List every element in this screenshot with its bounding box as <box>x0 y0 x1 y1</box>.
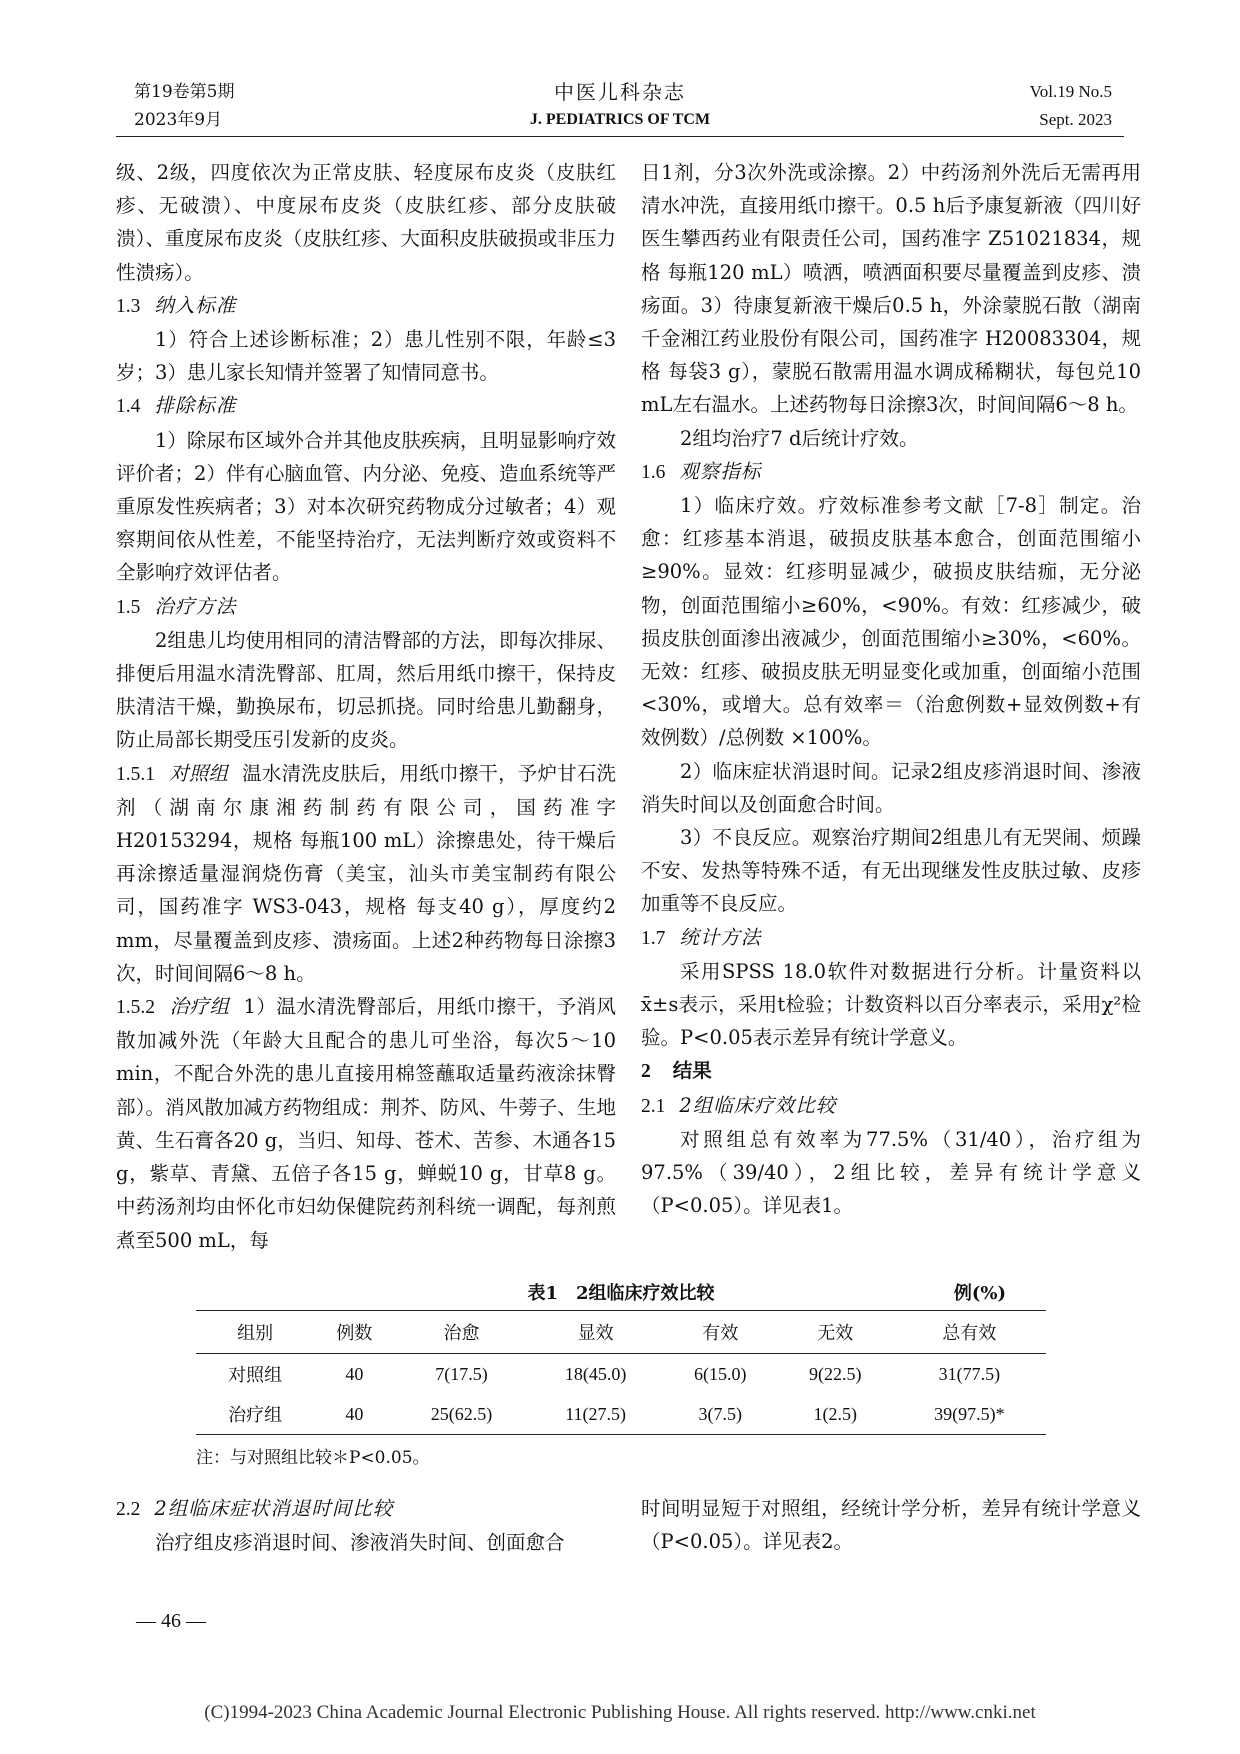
paragraph: 3）不良反应。观察治疗期间2组患儿有无哭闹、烦躁不安、发热等特殊不适，有无出现继发性皮肤过敏、皮疹加重等不良反应。 <box>641 826 1141 916</box>
section-number: 1.6 <box>641 461 666 483</box>
table-cell: 对照组 <box>228 1365 283 1385</box>
paragraph: 对照组总有效率为77.5%（31/40），治疗组为97.5%（39/40），2组比较，差异有统计学意义（P<0.05）。详见表1。 <box>641 1127 1141 1218</box>
section-heading-1-5 <box>116 590 616 624</box>
header-date-cn: 2023年9月 <box>134 110 223 130</box>
column-header: 无效 <box>817 1323 854 1343</box>
section-number: 1.5.2 <box>116 997 155 1019</box>
table-cell: 40 <box>345 1403 364 1424</box>
column-header: 治愈 <box>443 1323 480 1343</box>
section-number: 1.5 <box>116 596 141 618</box>
table-cell: 7(17.5) <box>435 1363 488 1384</box>
column-header: 总有效 <box>942 1323 997 1343</box>
subsection-1-5-1 <box>116 757 616 990</box>
column-header: 组别 <box>237 1323 274 1343</box>
header-right <box>1030 78 1112 134</box>
section-number: 1.7 <box>641 927 666 949</box>
section-heading-2-2 <box>116 1492 616 1526</box>
table-row <box>196 1354 1046 1395</box>
table-cell: 11(27.5) <box>565 1403 627 1424</box>
section-number: 1.5.1 <box>116 763 155 785</box>
column-header: 例数 <box>336 1323 373 1343</box>
section-title: 纳入标准 <box>154 293 237 317</box>
section-heading-1-4 <box>116 389 616 423</box>
header-volume-en: Vol.19 No.5 <box>1029 82 1112 101</box>
section-title: 2组临床症状消退时间比较 <box>154 1497 394 1520</box>
table-note: 注：与对照组比较＊P<0.05。 <box>196 1448 430 1468</box>
subsection-1-5-2 <box>116 990 616 1257</box>
section-heading-2-1 <box>641 1089 1141 1123</box>
section-title: 结果 <box>672 1059 712 1083</box>
table-cell: 39(97.5)* <box>934 1403 1005 1424</box>
table-title <box>196 1278 1046 1310</box>
paragraph: 日1剂，分3次外洗或涂擦。2）中药汤剂外洗后无需再用清水冲洗，直接用纸巾擦干。0.5 h后予康复新液（四川好医生攀西药业有限责任公司，国药准字 Z51021834，规格 每瓶120 mL）喷洒，喷洒面积要尽量覆盖到皮疹、溃疡面。3）待康复新液干燥后0.5 h，外涂蒙脱石散（湖南千金湘江药业股份有限公司，国药准字 H20083304，规格 每袋3 g），蒙脱石散需用温水调成稀糊状，每包兑10 mL左右温水。上述药物每日涂擦3次，时间间隔6～8 h。 <box>641 161 1141 417</box>
section-heading-1-7 <box>641 921 1141 955</box>
table-cell: 1(2.5) <box>813 1403 858 1424</box>
journal-title-en: J. PEDIATRICS OF TCM <box>529 111 711 128</box>
section-title: 2组临床疗效比较 <box>679 1093 837 1117</box>
column-header: 显效 <box>577 1323 614 1343</box>
paragraph: 1）符合上述诊断标准；2）患儿性别不限，年龄≤3岁；3）患儿家长知情并签署了知情同意书。 <box>116 328 616 385</box>
section-title: 对照组 <box>169 761 229 785</box>
paragraph: 温水清洗皮肤后，用纸巾擦干，予炉甘石洗剂（湖南尔康湘药制药有限公司，国药准字H20153294，规格 每瓶100 mL）涂擦患处，待干燥后再涂擦适量湿润烧伤膏（美宝，汕头市美宝制药有限公司，国药准字 WS3-043，规格 每支40 g），厚度约2 mm，尽量覆盖到皮疹、溃疡面。上述2种药物每日涂擦3次，时间间隔6～8 h。 <box>116 761 616 985</box>
table-cell: 6(15.0) <box>693 1363 747 1384</box>
column-header: 有效 <box>702 1323 739 1343</box>
table-cell: 18(45.0) <box>564 1363 627 1384</box>
paragraph: 采用SPSS 18.0软件对数据进行分析。计量资料以x̄±s表示，采用t检验；计数资料以百分率表示，采用χ²检验。P<0.05表示差异有统计学意义。 <box>641 959 1141 1050</box>
section-title: 治疗方法 <box>154 594 237 618</box>
journal-title-cn: 中医儿科杂志 <box>554 80 686 104</box>
paragraph: 2组患儿均使用相同的清洁臀部的方法，即每次排尿、排便后用温水清洗臀部、肛周，然后用纸巾擦干，保持皮肤清洁干燥，勤换尿布，切忌抓挠。同时给患儿勤翻身，防止局部长期受压引发新的皮炎。 <box>116 628 616 752</box>
paragraph: 级、2级，四度依次为正常皮肤、轻度尿布皮炎（皮肤红疹、无破溃）、中度尿布皮炎（皮肤红疹、部分皮肤破溃）、重度尿布皮炎（皮肤红疹、大面积皮肤破损或非压力性溃疡）。 <box>116 161 616 284</box>
table-cell: 31(77.5) <box>938 1363 1001 1384</box>
section-number: 2 <box>641 1061 651 1083</box>
paragraph: 治疗组皮疹消退时间、渗液消失时间、创面愈合 <box>155 1531 565 1555</box>
paragraph: 1）温水清洗臀部后，用纸巾擦干，予消风散加减外洗（年龄大且配合的患儿可坐浴，每次5～10 min，不配合外洗的患儿直接用棉签蘸取适量药液涂抹臀部）。消风散加减方药物组成：荆芥、防风、牛蒡子、生地黄、生石膏各20 g，当归、知母、苍术、苦参、木通各15 g，紫草、青黛、五倍子各15 g，蝉蜕10 g，甘草8 g。中药汤剂均由怀化市妇幼保健院药剂科统一调配，每剂煎煮至500 mL，每 <box>116 995 616 1252</box>
page-number: — 46 — <box>136 1610 206 1632</box>
table-cell: 3(7.5) <box>698 1403 742 1424</box>
paragraph: 2组均治疗7 d后统计疗效。 <box>680 426 919 450</box>
section-heading-1-3 <box>116 289 616 323</box>
clinical-efficacy-table <box>196 1310 1046 1435</box>
table-cell: 治疗组 <box>228 1405 283 1425</box>
table-row <box>196 1394 1046 1435</box>
section-number: 1.3 <box>116 295 141 317</box>
table-1 <box>196 1278 1046 1468</box>
right-column <box>641 156 1141 1223</box>
table-caption: 表1 2组临床疗效比较 <box>527 1283 715 1304</box>
lower-right-column <box>641 1492 1141 1558</box>
paragraph: 2）临床症状消退时间。记录2组皮疹消退时间、渗液消失时间以及创面愈合时间。 <box>641 759 1141 816</box>
lower-left-column <box>116 1492 616 1559</box>
left-column <box>116 156 616 1257</box>
section-heading-1-6 <box>641 455 1141 489</box>
copyright-footer: (C)1994-2023 China Academic Journal Electronic Publishing House. All rights reserved. http://www.cnki.net <box>204 1702 1036 1723</box>
paragraph: 1）临床疗效。疗效标准参考文献［7-8］制定。治愈：红疹基本消退，破损皮肤基本愈合，创面范围缩小≥90%。显效：红疹明显减少，破损皮肤结痂，无分泌物，创面范围缩小≥60%，<90%。有效：红疹减少，破损皮肤创面渗出液减少，创面范围缩小≥30%，<60%。无效：红疹、破损皮肤无明显变化或加重，创面缩小范围<30%，或增大。总有效率＝（治愈例数+显效例数+有效例数）/总例数 ×100%。 <box>641 494 1141 750</box>
section-number: 2.1 <box>641 1095 666 1117</box>
section-title: 治疗组 <box>169 995 230 1019</box>
table-unit: 例(%) <box>953 1283 1006 1304</box>
header-volume-cn: 第19卷第5期 <box>134 82 235 102</box>
section-title: 统计方法 <box>679 925 762 949</box>
section-title: 排除标准 <box>154 394 237 418</box>
header-rule <box>116 136 1124 137</box>
table-cell: 40 <box>345 1363 364 1384</box>
section-number: 1.4 <box>116 396 141 418</box>
table-cell: 9(22.5) <box>809 1363 862 1384</box>
section-heading-2 <box>641 1054 1141 1088</box>
header-date-en: Sept. 2023 <box>1039 110 1112 129</box>
table-header-row <box>196 1311 1046 1354</box>
table-cell: 25(62.5) <box>430 1403 493 1424</box>
section-number: 2.2 <box>116 1499 141 1520</box>
section-title: 观察指标 <box>679 459 762 483</box>
paragraph: 时间明显短于对照组，经统计学分析，差异有统计学意义（P<0.05）。详见表2。 <box>641 1497 1141 1554</box>
paragraph: 1）除尿布区域外合并其他皮肤疾病，且明显影响疗效评价者；2）伴有心脑血管、内分泌、免疫、造血系统等严重原发性疾病者；3）对本次研究药物成分过敏者；4）观察期间依从性差，不能坚持治疗，无法判断疗效或资料不全影响疗效评估者。 <box>116 428 616 585</box>
